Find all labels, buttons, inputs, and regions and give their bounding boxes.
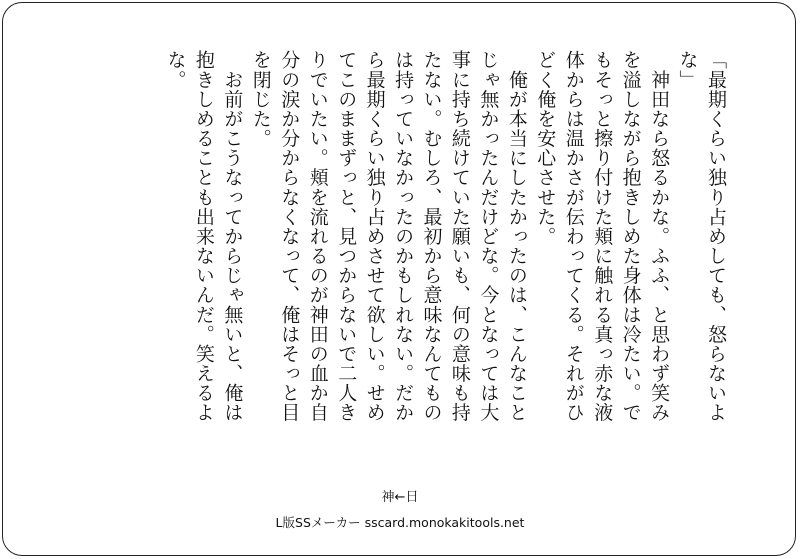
text-column: たない。むしろ、最初から意味なんてもの	[420, 50, 443, 423]
text-column: どく俺を安心させた。	[534, 50, 557, 246]
text-column: は持っていなかったのかもしれない。だか	[392, 50, 415, 423]
text-column: 分の涙か分からなくなって、俺はそっと目	[278, 50, 301, 423]
text-column: な。	[164, 50, 187, 90]
text-column: じゃ無かったんだけどな。今となっては大	[477, 50, 500, 423]
footer-credit: L版SSメーカー sscard.monokakitools.net	[275, 515, 525, 530]
text-column: 俺が本当にしたかったのは、こんなこと	[505, 50, 528, 423]
text-column: ら最期くらい独り占めさせて欲しい。せめ	[363, 50, 386, 423]
text-column: お前がこうなってからじゃ無いと、俺は	[221, 50, 244, 423]
text-column: を溢しながら抱きしめた身体は冷たい。で	[619, 50, 642, 423]
text-column: な」	[676, 50, 699, 90]
text-column: 神田なら怒るかな。ふふ、と思わず笑み	[648, 50, 671, 423]
text-column: てこのままずっと、見つからないで二人き	[335, 50, 358, 423]
text-column: 抱きしめることも出来ないんだ。笑えるよ	[192, 50, 215, 423]
text-column: 体からは温かさが伝わってくる。それがひ	[562, 50, 585, 423]
text-column: 「最期くらい独り占めしても、怒らないよ	[705, 50, 727, 423]
text-column: もそっと擦り付けた頬に触れる真っ赤な液	[591, 50, 614, 423]
text-column: を閉じた。	[249, 50, 272, 148]
text-column: りでいたい。頬を流れるのが神田の血か自	[306, 50, 329, 423]
card-title: 神←日	[381, 490, 419, 505]
text-column: 事に持ち続けていた願いも、何の意味も持	[448, 50, 471, 423]
